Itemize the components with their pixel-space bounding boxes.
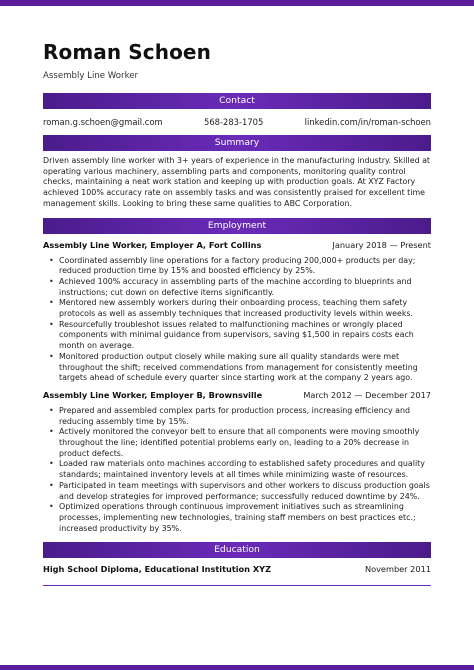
- job-bullet: • Achieved 100% accuracy in assembling parts of the machine according to blueprints and instructions; cut down on defective items significantly.: [49, 277, 431, 298]
- bottom-divider: [43, 585, 431, 586]
- summary-text: Driven assembly line worker with 3+ years of experience in the manufacturing industry. Skilled at operating various machinery, assembling parts and components, monitoring quality control checks, maintaining a neat work station and keeping up with production goals. At XYZ Factory achieved 100% accuracy rate on assembly tasks and was consistently praised for excellent time management skills. Looking to bring these same qualities to ABC Corporation.: [43, 156, 431, 208]
- job-bullet: • Resourcefully troubleshot issues related to malfunctioning machines or wrongly placed components with minimal guidance from supervisors, saving $1,500 in repairs costs each month on average.: [49, 320, 431, 352]
- phone-text: 568-283-1705: [204, 117, 264, 127]
- education-degree: High School Diploma, Educational Institution XYZ: [43, 564, 272, 575]
- email-link[interactable]: roman.g.schoen@gmail.com: [43, 117, 163, 127]
- job-bullets: [49, 406, 431, 534]
- job-dates: January 2018 — Present: [332, 239, 431, 250]
- job-bullet: • Loaded raw materials onto machines according to established safety procedures and quality standards; maintained inventory levels at all times while minimizing waste of resources.: [49, 459, 431, 480]
- job-bullet: • Participated in team meetings with supervisors and other workers to discuss production goals and develop strategies for improved performance; successfully reduced downtime by 24%.: [49, 481, 431, 502]
- job-bullets: [49, 256, 431, 384]
- job-dates: March 2012 — December 2017: [303, 389, 431, 400]
- linkedin-link[interactable]: linkedin.com/in/roman-schoen: [304, 117, 431, 127]
- job-bullet: • Optimized operations through continuous improvement initiatives such as streamlining processes, implementing new technologies, training staff members on best practices etc.; increased productivity by 35%.: [49, 502, 431, 534]
- employment-section-header: Employment: [43, 218, 431, 234]
- job-header: [43, 390, 431, 401]
- education-entry: [43, 564, 431, 575]
- job-title: Assembly Line Worker, Employer A, Fort Collins: [43, 239, 262, 250]
- summary-section-header: Summary: [43, 135, 431, 151]
- bottom-accent-bar: [0, 665, 474, 670]
- job-bullet: • Monitored production output closely while making sure all quality standards were met throughout the shift; received commendations from management for consistently meeting targets ahead of schedule every quarter since starting work at the company 2 years ago.: [49, 352, 431, 384]
- job-bullet: • Mentored new assembly workers during their onboarding process, teaching them safety protocols as well as assembly techniques that increased productivity levels within weeks.: [49, 298, 431, 319]
- job-title: Assembly Line Worker, Employer B, Brownsville: [43, 389, 263, 400]
- resume-page: [43, 40, 431, 586]
- education-section-header: Education: [43, 542, 431, 558]
- job-entry: [43, 390, 431, 534]
- education-date: November 2011: [364, 564, 431, 575]
- candidate-title: Assembly Line Worker: [43, 71, 139, 81]
- job-entry: [43, 240, 431, 384]
- candidate-name: Roman Schoen: [43, 40, 211, 64]
- job-bullet: • Coordinated assembly line operations for a factory producing 200,000+ products per day; reduced production time by 15% and boosted efficiency by 25%.: [49, 256, 431, 277]
- contact-row: [43, 116, 431, 128]
- contact-section-header: Contact: [43, 93, 431, 109]
- job-bullet: • Actively monitored the conveyor belt to ensure that all components were moving smoothly throughout the line; identified potential problems early on, leading to a 20% decrease in product defects.: [49, 427, 431, 459]
- job-header: [43, 240, 431, 251]
- job-bullet: • Prepared and assembled complex parts for production process, increasing efficiency and reducing assembly time by 15%.: [49, 406, 431, 427]
- top-accent-bar: [0, 0, 474, 6]
